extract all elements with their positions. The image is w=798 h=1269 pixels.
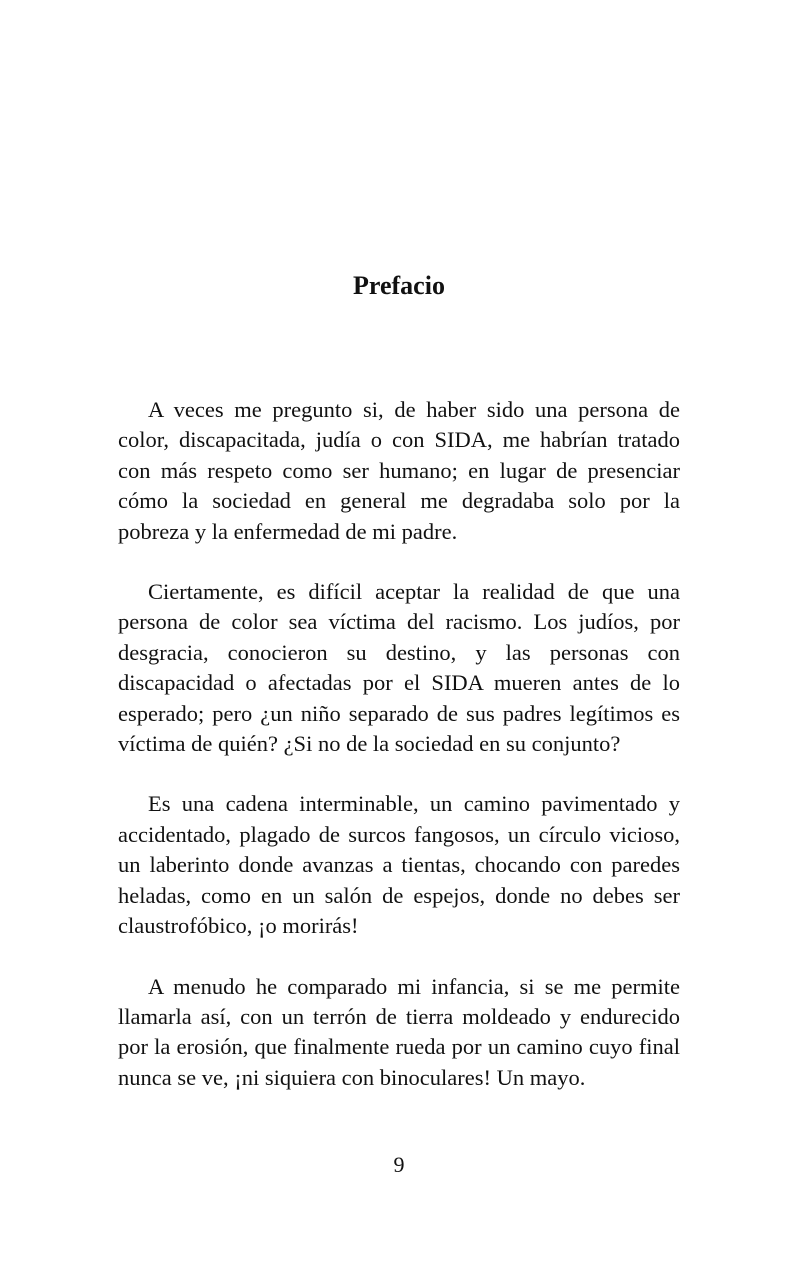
chapter-title: Prefacio: [353, 271, 445, 300]
paragraph-2: Ciertamente, es difícil aceptar la realidad de que una persona de color sea víctima del racismo. Los judíos, por desgracia, conocieron su destino, y las personas con discapacidad o afectadas por el SIDA mueren antes de lo esperado; pero ¿un niño separado de sus padres legítimos es víctima de quién? ¿Si no de la sociedad en su conjunto?: [118, 579, 680, 757]
body-text: [118, 395, 680, 1123]
paragraph-1: A veces me pregunto si, de haber sido una persona de color, discapacitada, judía o con SIDA, me habrían tratado con más respeto como ser humano; en lugar de presenciar cómo la sociedad en general me degradaba solo por la pobreza y la enfermedad de mi padre.: [118, 397, 680, 544]
page-number: 9: [393, 1152, 405, 1177]
paragraph-4: A menudo he comparado mi infancia, si se me permite llamarla así, con un terrón de tierra moldeado y endurecido por la erosión, que finalmente rueda por un camino cuyo final nunca se ve, ¡ni siquiera con binoculares! Un mayo.: [118, 973, 680, 1090]
paragraph-3: Es una cadena interminable, un camino pavimentado y accidentado, plagado de surcos fangosos, un círculo vicioso, un laberinto donde avanzas a tientas, chocando con paredes heladas, como en un salón de espejos, donde no debes ser claustrofóbico, ¡o morirás!: [118, 791, 680, 939]
